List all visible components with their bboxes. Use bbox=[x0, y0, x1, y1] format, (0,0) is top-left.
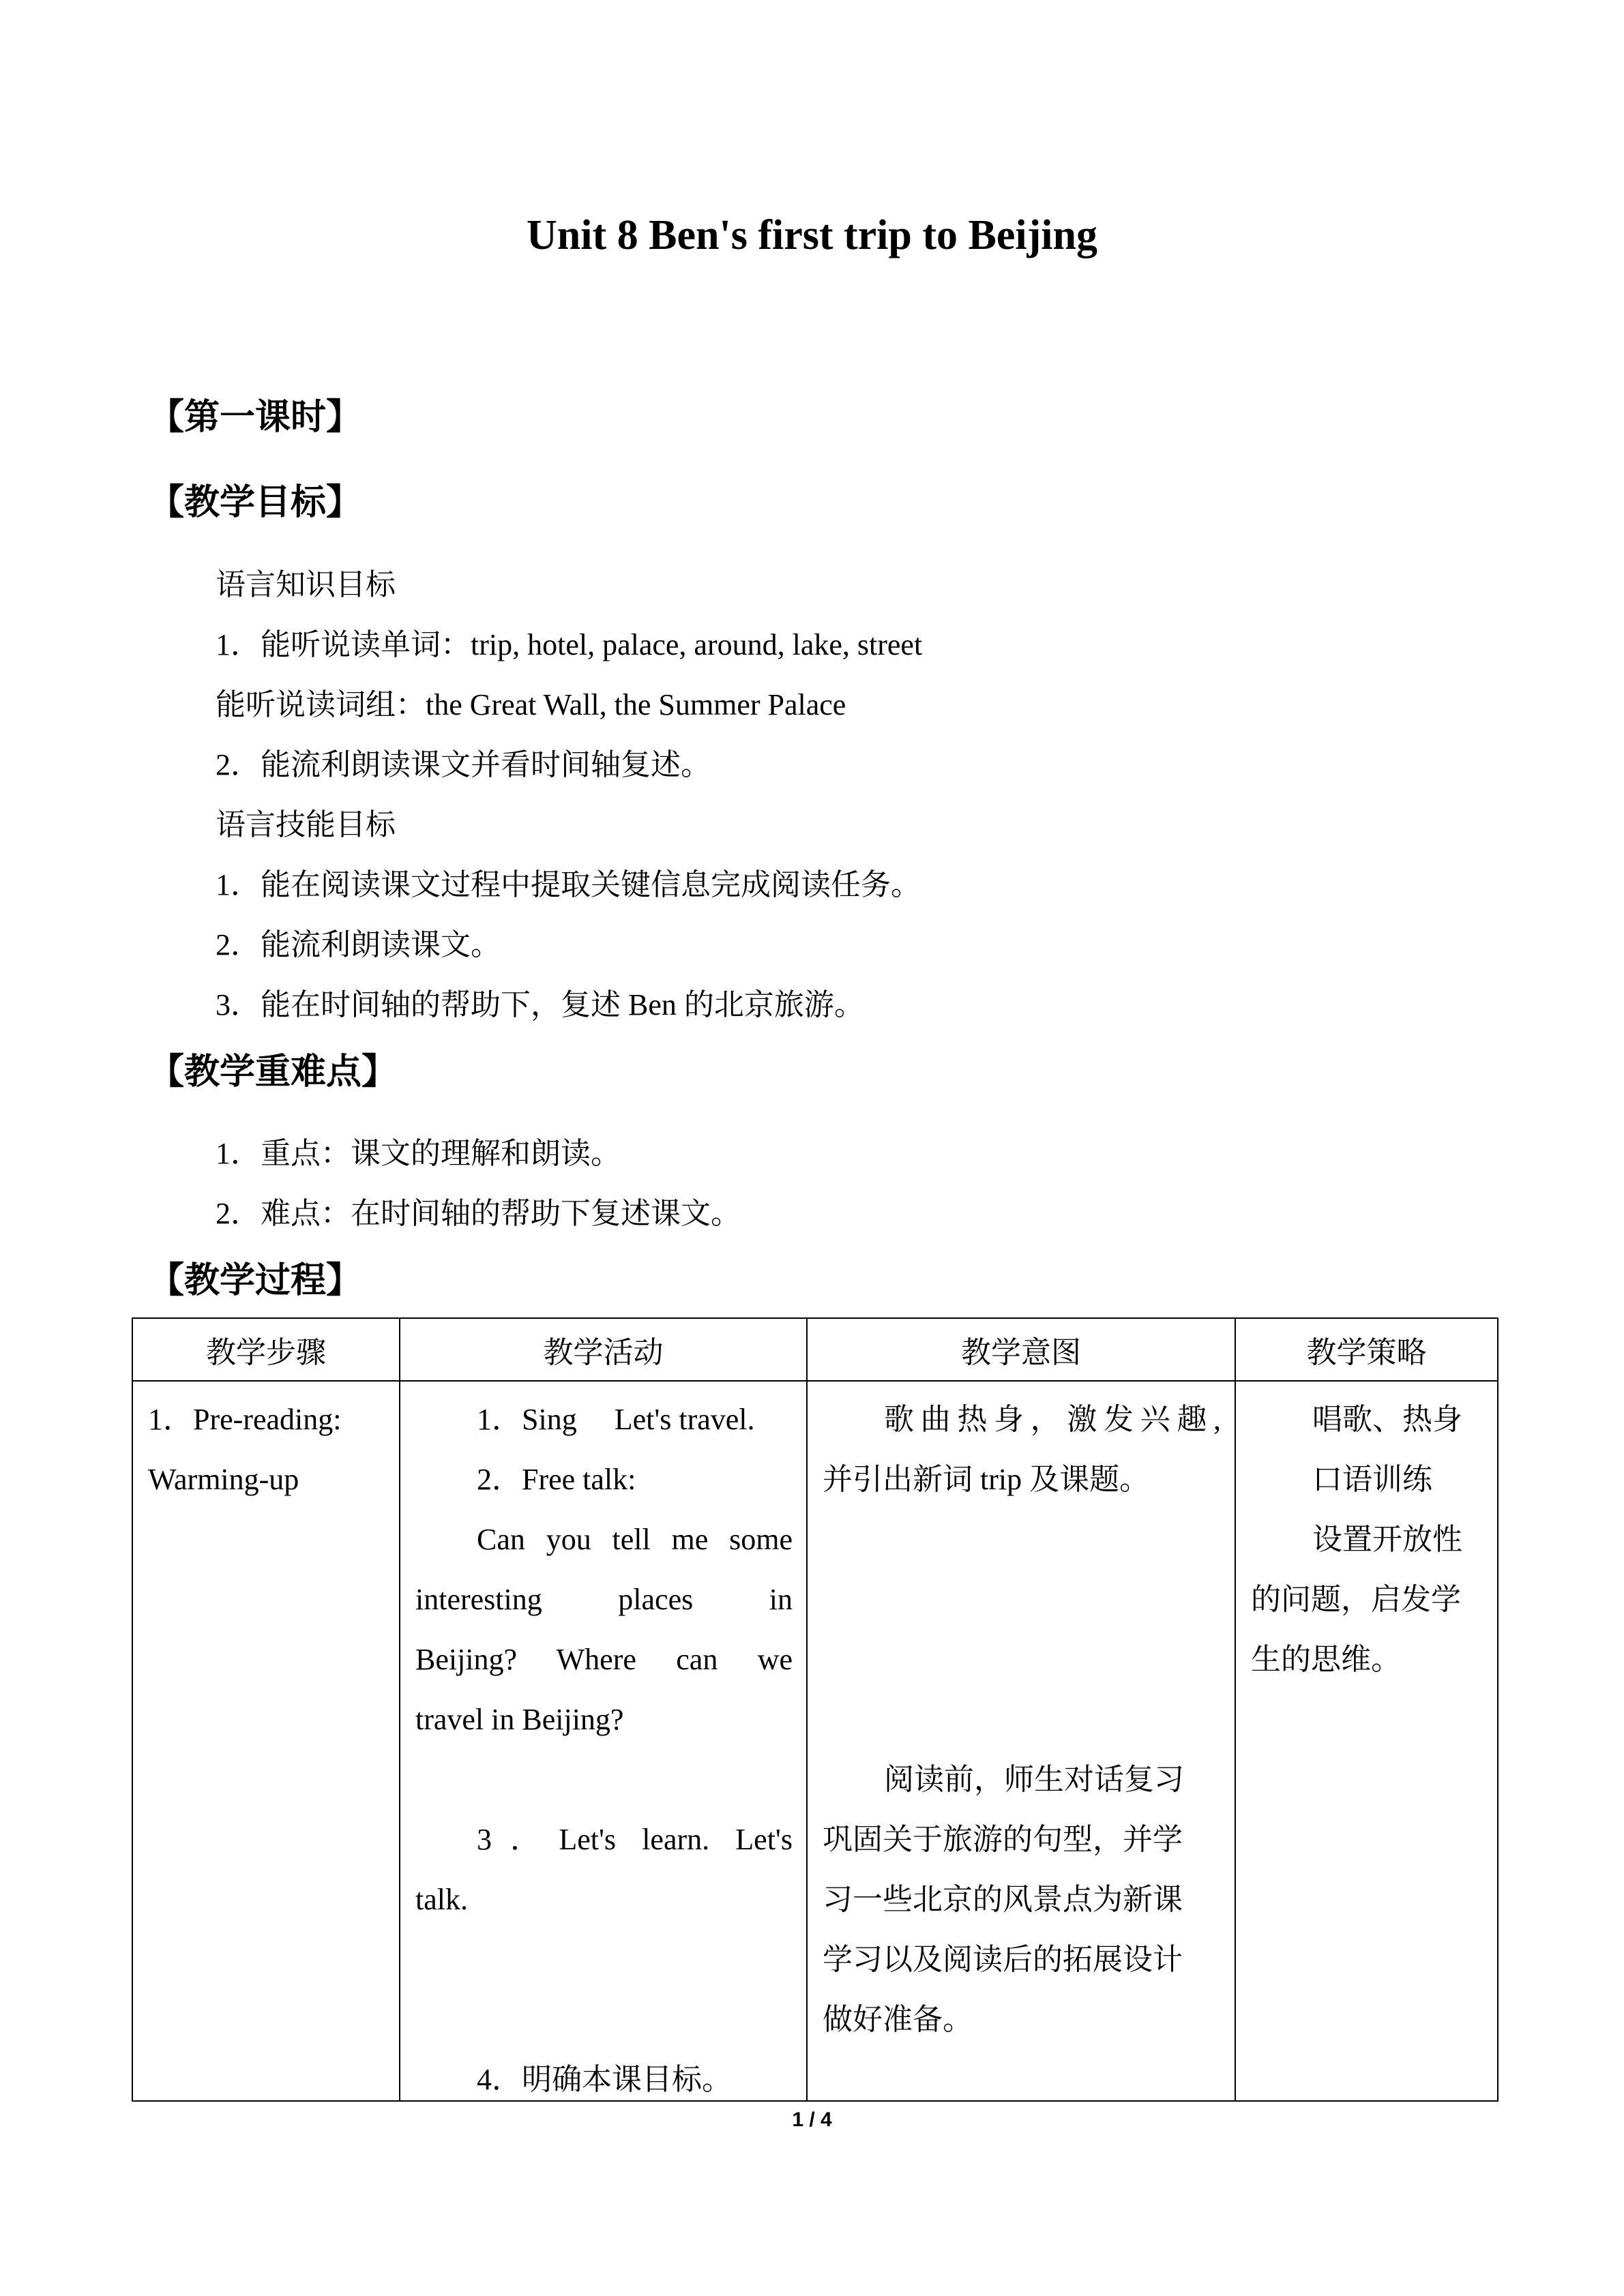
document-title: Unit 8 Ben's first trip to Beijing bbox=[527, 212, 1097, 258]
activity-learn-talk: 3．Let's learn. Let's bbox=[477, 1823, 793, 1856]
objective-k2: 2．能流利朗读课文并看时间轴复述。 bbox=[216, 748, 711, 781]
activity-learn-talk-2: talk. bbox=[415, 1883, 468, 1916]
intent-line-2: 并引出新词 trip 及课题。 bbox=[823, 1463, 1150, 1496]
objective-knowledge-title: 语言知识目标 bbox=[216, 568, 396, 601]
heading-process: 【教学过程】 bbox=[149, 1260, 362, 1301]
step-line-1: 1．Pre-reading: bbox=[148, 1403, 342, 1436]
header-intent: 教学意图 bbox=[807, 1318, 1235, 1381]
teaching-process-table bbox=[132, 1317, 1498, 2102]
header-activity: 教学活动 bbox=[400, 1318, 807, 1381]
header-step: 教学步骤 bbox=[132, 1318, 400, 1381]
intent-line-5: 习一些北京的风景点为新课 bbox=[823, 1883, 1183, 1916]
page-number: 1 / 4 bbox=[792, 2108, 832, 2131]
objective-s2: 2．能流利朗读课文。 bbox=[216, 928, 501, 961]
heading-objectives: 【教学目标】 bbox=[149, 482, 362, 523]
strategy-line-1: 唱歌、热身 bbox=[1312, 1403, 1462, 1436]
strategy-line-3: 设置开放性 bbox=[1312, 1523, 1462, 1556]
activity-question-line-1: Can you tell me some bbox=[477, 1523, 793, 1556]
step-line-2: Warming-up bbox=[148, 1463, 299, 1496]
activity-objectives: 4．明确本课目标。 bbox=[477, 2063, 732, 2096]
table-row bbox=[132, 1381, 1498, 2101]
activity-sing: 1．Sing Let's travel. bbox=[477, 1403, 785, 1436]
cell-activity bbox=[400, 1381, 807, 2101]
intent-line-4: 巩固关于旅游的句型，并学 bbox=[823, 1823, 1183, 1856]
activity-question-line-2: interesting places in bbox=[415, 1583, 793, 1616]
objective-skill-title: 语言技能目标 bbox=[216, 808, 396, 841]
activity-question-line-4: travel in Beijing? bbox=[415, 1703, 624, 1736]
objective-k1b: 能听说读词组：the Great Wall, the Summer Palace bbox=[216, 688, 846, 721]
objective-s3: 3．能在时间轴的帮助下，复述 Ben 的北京旅游。 bbox=[216, 988, 864, 1022]
objective-k1: 1．能听说读单词：trip, hotel, palace, around, lake, street bbox=[216, 628, 923, 661]
intent-line-1: 歌曲热身，激发兴趣, bbox=[884, 1403, 1221, 1436]
intent-line-7: 做好准备。 bbox=[823, 2003, 973, 2036]
key-point-2: 2．难点：在时间轴的帮助下复述课文。 bbox=[216, 1197, 741, 1230]
cell-strategy bbox=[1235, 1381, 1498, 2101]
table-header-row bbox=[132, 1318, 1498, 1381]
cell-intent bbox=[807, 1381, 1235, 2101]
strategy-line-5: 生的思维。 bbox=[1251, 1643, 1401, 1676]
cell-step bbox=[132, 1381, 400, 2101]
header-strategy: 教学策略 bbox=[1235, 1318, 1498, 1381]
activity-free-talk: 2．Free talk: bbox=[477, 1463, 636, 1496]
intent-line-6: 学习以及阅读后的拓展设计 bbox=[823, 1943, 1183, 1976]
strategy-line-2: 口语训练 bbox=[1312, 1463, 1432, 1496]
heading-lesson: 【第一课时】 bbox=[149, 397, 362, 438]
key-point-1: 1．重点：课文的理解和朗读。 bbox=[216, 1137, 621, 1170]
strategy-line-4: 的问题，启发学 bbox=[1251, 1583, 1461, 1616]
activity-question-line-3: Beijing? Where can we bbox=[415, 1643, 793, 1676]
intent-line-3: 阅读前，师生对话复习 bbox=[884, 1763, 1184, 1796]
heading-key-points: 【教学重难点】 bbox=[149, 1052, 398, 1092]
objective-s1: 1．能在阅读课文过程中提取关键信息完成阅读任务。 bbox=[216, 868, 921, 901]
